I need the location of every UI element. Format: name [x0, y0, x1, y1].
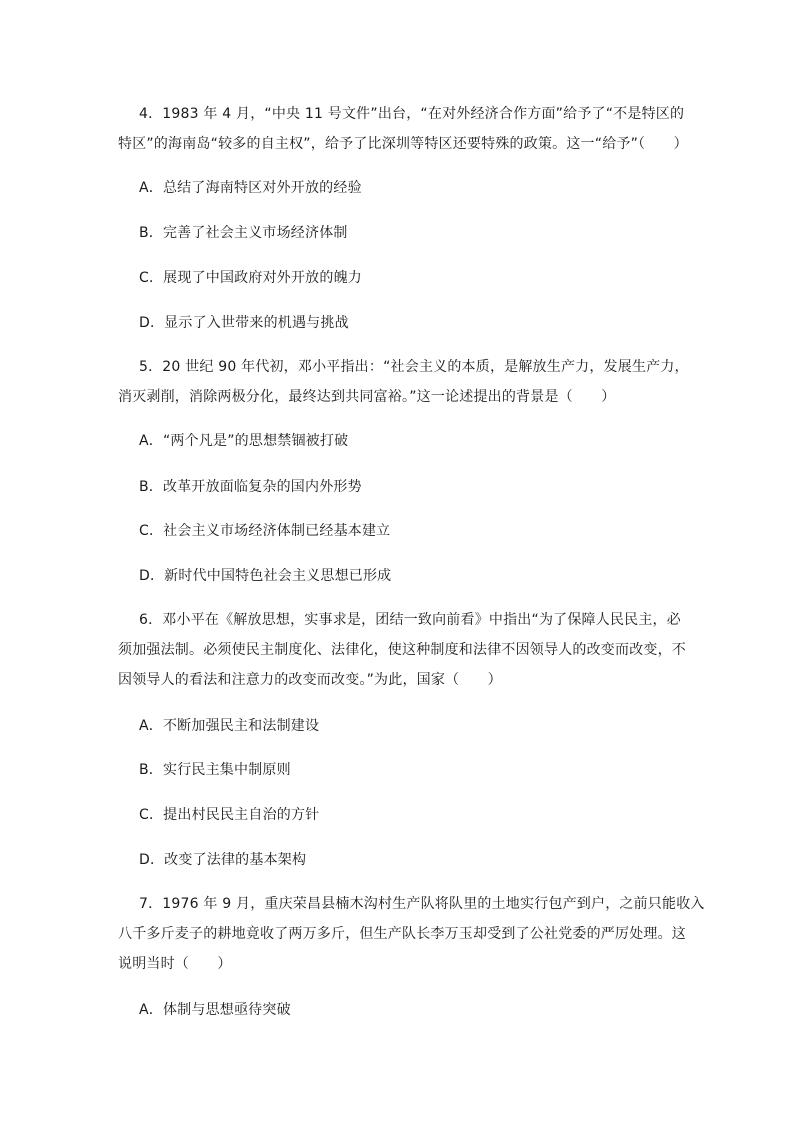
question-5-option-c: C．社会主义市场经济体制已经基本建立: [139, 523, 391, 539]
question-4-option-c: C．展现了中国政府对外开放的魄力: [139, 270, 362, 286]
question-5-option-b: B．改革开放面临复杂的国内外形势: [139, 479, 362, 495]
question-4-option-d: D．显示了入世带来的机遇与挑战: [139, 315, 349, 331]
question-6-stem-line-2: 须加强法制。必须使民主制度化、法律化，使这种制度和法律不因领导人的改变而改变，不: [118, 642, 686, 658]
question-4-stem-line-1: 4．1983 年 4 月，“中央 11 号文件”出台，“在对外经济合作方面”给予了“不是特区的: [139, 106, 685, 122]
question-7-stem-line-1: 7．1976 年 9 月，重庆荣昌县楠木沟村生产队将队里的土地实行包产到户，之前只能收入: [139, 896, 705, 912]
question-7-option-a: A．体制与思想亟待突破: [139, 1002, 291, 1018]
question-5-option-d: D．新时代中国特色社会主义思想已形成: [139, 568, 392, 584]
question-4-option-b: B．完善了社会主义市场经济体制: [139, 225, 348, 241]
question-6-stem-line-1: 6．邓小平在《解放思想，实事求是，团结一致向前看》中指出“为了保障人民民主，必: [139, 612, 681, 628]
question-7-stem-line-2: 八千多斤麦子的耕地竟收了两万多斤，但生产队长李万玉却受到了公社党委的严厉处理。这: [118, 926, 686, 942]
question-6-stem-line-3: 因领导人的看法和注意力的改变而改变。”为此，国家（ ）: [118, 672, 502, 688]
question-7-stem-line-3: 说明当时（ ）: [118, 956, 232, 972]
question-6-option-b: B．实行民主集中制原则: [139, 762, 291, 778]
question-6-option-a: A．不断加强民主和法制建设: [139, 718, 320, 734]
question-6-option-d: D．改变了法律的基本架构: [139, 852, 307, 868]
question-5-stem-line-2: 消灭剥削，消除两极分化，最终达到共同富裕。”这一论述提出的背景是（ ）: [118, 389, 616, 405]
question-6-option-c: C．提出村民民主自治的方针: [139, 807, 320, 823]
question-5-option-a: A．“两个凡是”的思想禁锢被打破: [139, 433, 349, 449]
question-4-stem-line-2: 特区”的海南岛“较多的自主权”，给予了比深圳等特区还要特殊的政策。这一“给予”（ ）: [118, 136, 688, 152]
question-5-stem-line-1: 5．20 世纪 90 年代初，邓小平指出：“社会主义的本质，是解放生产力，发展生产力，: [139, 359, 689, 375]
question-4-option-a: A．总结了海南特区对外开放的经验: [139, 180, 362, 196]
